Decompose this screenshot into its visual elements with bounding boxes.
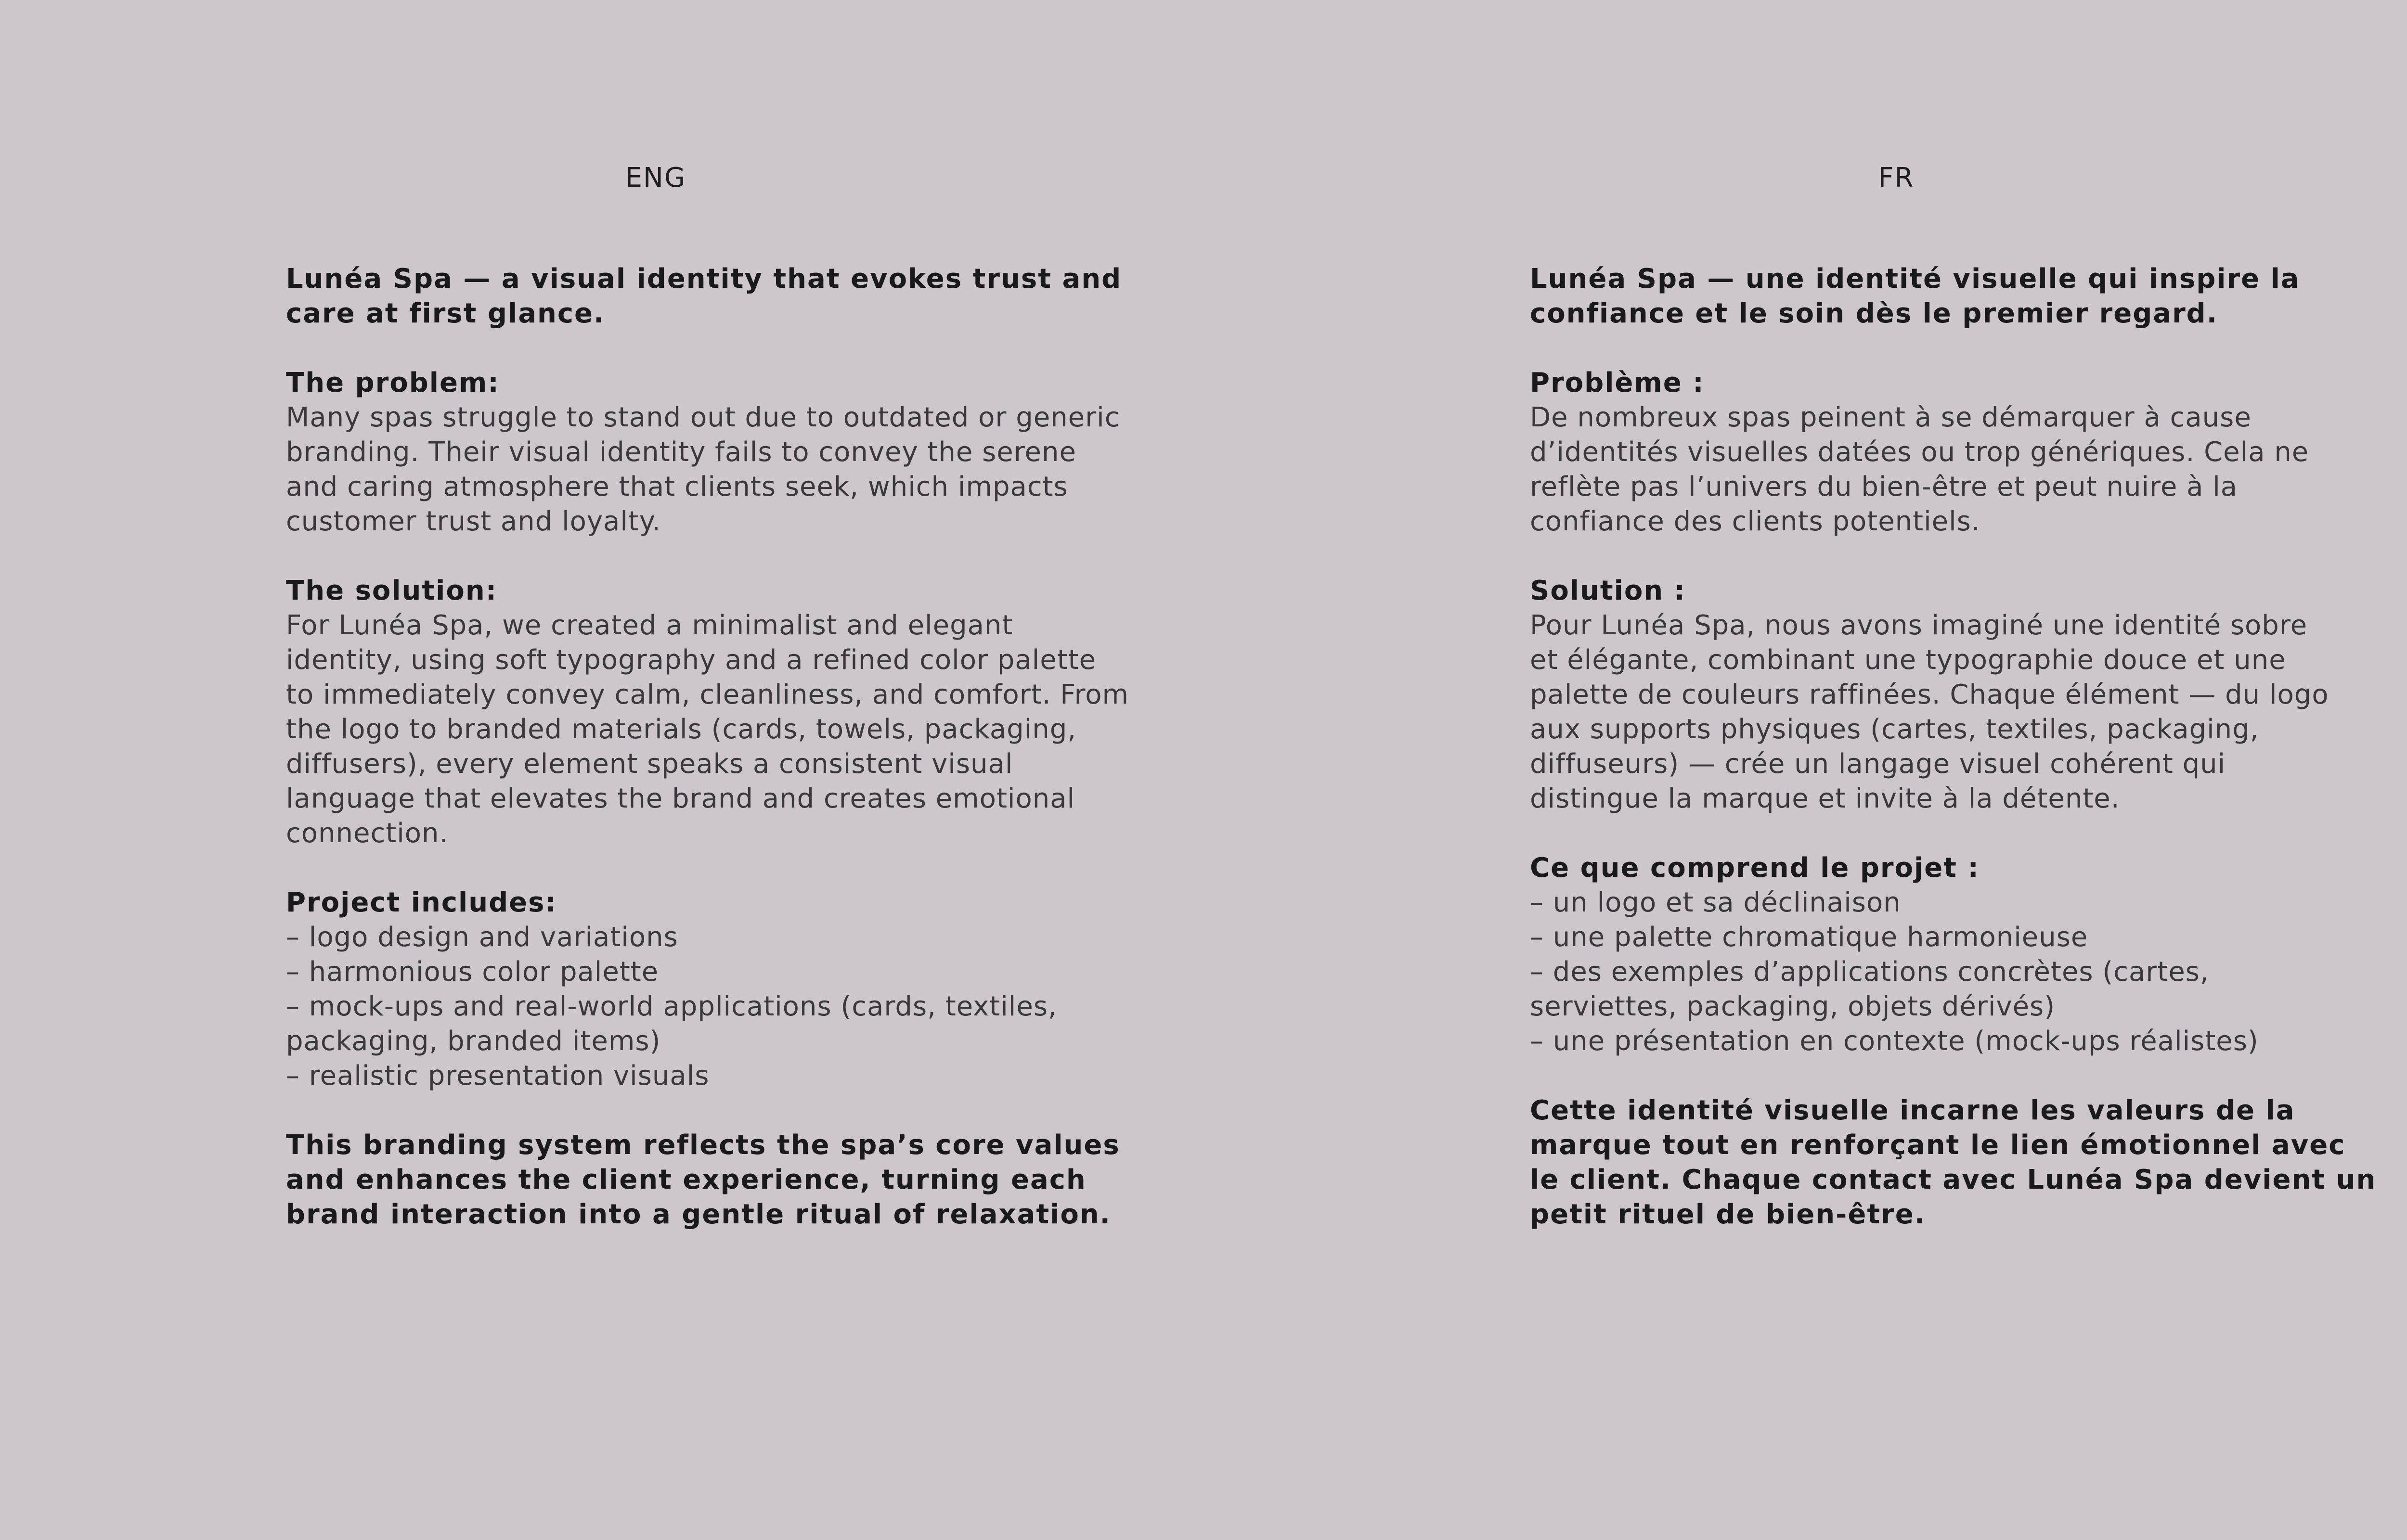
problem-title: Problème :: [1530, 367, 1705, 398]
list-item: – des exemples d’applications concrètes (cartes,: [1530, 956, 2209, 988]
solution-section-fr: [1530, 574, 2377, 816]
headline-line: Lunéa Spa — une identité visuelle qui inspire la: [1530, 263, 2300, 295]
closing-line: and enhances the client experience, turning each: [286, 1164, 1087, 1195]
problem-body: [286, 400, 1133, 539]
problem-section-fr: [1530, 366, 2377, 539]
solution-title: Solution :: [1530, 575, 1686, 606]
closing-line: This branding system reflects the spa’s core values: [286, 1129, 1120, 1161]
includes-section-eng: [286, 886, 1133, 1093]
body-line: customer trust and loyalty.: [286, 506, 661, 537]
body-line: diffuseurs) — crée un langage visuel cohérent qui: [1530, 748, 2226, 780]
body-line: d’identités visuelles datées ou trop génériques. Cela ne: [1530, 436, 2309, 468]
closing-line: brand interaction into a gentle ritual of relaxation.: [286, 1199, 1111, 1230]
list-item: – realistic presentation visuals: [286, 1060, 710, 1091]
body-line: connection.: [286, 818, 449, 849]
body-line: to immediately convey calm, cleanliness, and comfort. From: [286, 679, 1129, 710]
solution-title: The solution:: [286, 575, 498, 606]
body-line: reflète pas l’univers du bien-être et peut nuire à la: [1530, 471, 2238, 502]
body-line: Many spas struggle to stand out due to outdated or generic: [286, 402, 1120, 433]
body-line: diffusers), every element speaks a consistent visual: [286, 748, 1013, 780]
headline-fr: [1530, 262, 2377, 331]
closing-line: petit rituel de bien-être.: [1530, 1199, 1926, 1230]
headline-eng: [286, 262, 1133, 331]
body-line: branding. Their visual identity fails to convey the serene: [286, 436, 1076, 468]
french-content: [1530, 262, 2377, 1232]
list-item: serviettes, packaging, objets dérivés): [1530, 991, 2056, 1022]
solution-section-eng: [286, 574, 1133, 851]
closing-line: marque tout en renforçant le lien émotionnel avec: [1530, 1129, 2346, 1161]
problem-body: [1530, 400, 2377, 539]
list-item: packaging, branded items): [286, 1026, 661, 1057]
body-line: identity, using soft typography and a refined color palette: [286, 644, 1097, 676]
list-item: – mock-ups and real-world applications (cards, textiles,: [286, 991, 1057, 1022]
english-content: [286, 262, 1133, 1232]
list-item: – une présentation en contexte (mock-ups réalistes): [1530, 1026, 2259, 1057]
closing-line: Cette identité visuelle incarne les valeurs de la: [1530, 1095, 2295, 1126]
list-item: – une palette chromatique harmonieuse: [1530, 922, 2088, 953]
body-line: the logo to branded materials (cards, towels, packaging,: [286, 714, 1077, 745]
problem-title: The problem:: [286, 367, 500, 398]
body-line: et élégante, combinant une typographie douce et une: [1530, 644, 2286, 676]
list-item: – harmonious color palette: [286, 956, 659, 988]
body-line: De nombreux spas peinent à se démarquer à cause: [1530, 402, 2252, 433]
body-line: confiance des clients potentiels.: [1530, 506, 1980, 537]
headline-line: Lunéa Spa — a visual identity that evokes trust and: [286, 263, 1122, 295]
body-line: distingue la marque et invite à la détente.: [1530, 783, 2120, 814]
problem-section-eng: [286, 366, 1133, 539]
closing-statement-fr: [1530, 1093, 2377, 1232]
includes-list: [286, 920, 1133, 1093]
list-item: – logo design and variations: [286, 922, 678, 953]
list-item: – un logo et sa déclinaison: [1530, 887, 1901, 918]
body-line: aux supports physiques (cartes, textiles, packaging,: [1530, 714, 2259, 745]
body-line: language that elevates the brand and creates emotional: [286, 783, 1075, 814]
language-label-fr: FR: [1878, 162, 1915, 193]
solution-body: [286, 608, 1133, 851]
includes-list: [1530, 886, 2377, 1059]
includes-title: Project includes:: [286, 887, 557, 918]
body-line: and caring atmosphere that clients seek, which impacts: [286, 471, 1068, 502]
headline-line: care at first glance.: [286, 298, 605, 329]
body-line: For Lunéa Spa, we created a minimalist and elegant: [286, 610, 1013, 641]
solution-body: [1530, 608, 2377, 816]
headline-line: confiance et le soin dès le premier regard.: [1530, 298, 2218, 329]
body-line: palette de couleurs raffinées. Chaque élément — du logo: [1530, 679, 2329, 710]
body-line: Pour Lunéa Spa, nous avons imaginé une identité sobre: [1530, 610, 2308, 641]
language-label-eng: ENG: [625, 162, 686, 193]
closing-statement-eng: [286, 1128, 1133, 1232]
includes-section-fr: [1530, 851, 2377, 1059]
closing-line: le client. Chaque contact avec Lunéa Spa devient un: [1530, 1164, 2377, 1195]
includes-title: Ce que comprend le projet :: [1530, 852, 1980, 884]
